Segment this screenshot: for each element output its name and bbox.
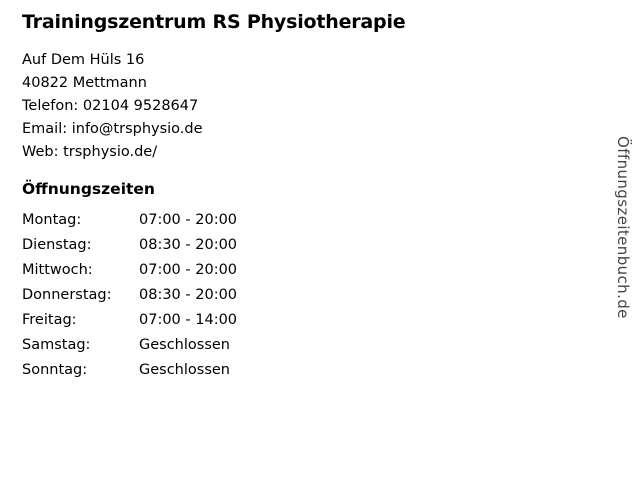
page-title: Trainingszentrum RS Physiotherapie: [22, 11, 406, 33]
day-label: Mittwoch:: [22, 261, 93, 278]
time-value: 07:00 - 14:00: [139, 311, 238, 328]
opening-hours-heading: Öffnungszeiten: [22, 179, 155, 198]
table-row: [22, 337, 319, 362]
time-value: Geschlossen: [139, 361, 230, 378]
time-value: 08:30 - 20:00: [139, 286, 238, 303]
time-value: 07:00 - 20:00: [139, 211, 238, 228]
business-info-card: [22, 10, 592, 387]
table-row: [22, 362, 319, 387]
day-label: Freitag:: [22, 311, 77, 328]
watermark-text: Öffnungszeitenbuch.de: [614, 136, 632, 319]
table-row: [22, 212, 319, 237]
address-line-city: 40822 Mettmann: [22, 74, 147, 91]
address-line-phone: Telefon: 02104 9528647: [22, 97, 199, 114]
time-value: Geschlossen: [139, 336, 230, 353]
day-label: Montag:: [22, 211, 82, 228]
table-row: [22, 287, 319, 312]
table-row: [22, 312, 319, 337]
table-row: [22, 262, 319, 287]
day-label: Dienstag:: [22, 236, 92, 253]
day-label: Sonntag:: [22, 361, 88, 378]
table-row: [22, 237, 319, 262]
opening-hours-table: [22, 212, 319, 387]
address-block: [22, 49, 592, 164]
day-label: Samstag:: [22, 336, 91, 353]
address-line-street: Auf Dem Hüls 16: [22, 51, 145, 68]
day-label: Donnerstag:: [22, 286, 112, 303]
address-line-web: Web: trsphysio.de/: [22, 143, 158, 160]
time-value: 07:00 - 20:00: [139, 261, 238, 278]
address-line-email: Email: info@trsphysio.de: [22, 120, 203, 137]
time-value: 08:30 - 20:00: [139, 236, 238, 253]
